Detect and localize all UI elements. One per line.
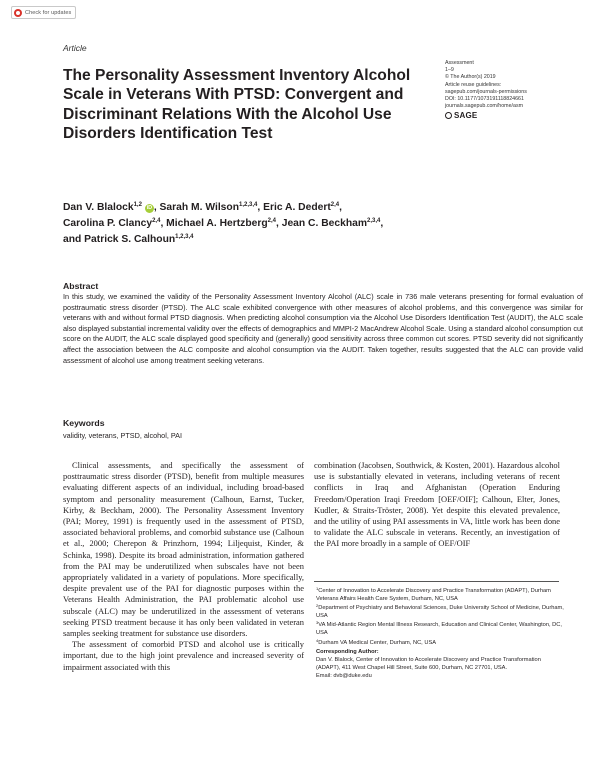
body-paragraph: The assessment of comorbid PTSD and alcohol use is critically important, due to the high joint prevalence and increased severity of impairment associated with this xyxy=(63,639,304,672)
author-name: Patrick S. Calhoun xyxy=(84,234,176,245)
body-column-right xyxy=(314,460,560,550)
sage-logo-icon xyxy=(445,112,452,119)
publisher-name: SAGE xyxy=(454,111,478,121)
author-affiliation: 1,2,3,4 xyxy=(238,202,258,208)
footnote-text: VA Mid-Atlantic Region Mental Illness Research, Education and Clinical Center, Washington, DC, USA xyxy=(316,622,562,637)
author-name: Eric A. Dedert xyxy=(263,202,331,213)
article-type-label: Article xyxy=(63,43,87,53)
article-title: The Personality Assessment Inventory Alcohol Scale in Veterans With PTSD: Convergent and Discriminant Relations With the Alcohol Use Disorders Identification Test xyxy=(63,67,411,143)
publisher-logo xyxy=(445,111,575,120)
check-for-updates-badge[interactable] xyxy=(11,6,76,19)
footnote-text: Center of Innovation to Accelerate Discovery and Practice Transformation (ADAPT), Durham Veterans Affairs Health Care System, Durham, NC, USA xyxy=(316,588,551,603)
author-name: Carolina P. Clancy xyxy=(63,218,153,229)
footnote xyxy=(316,587,566,603)
corresponding-author-heading: Corresponding Author: xyxy=(316,648,379,655)
author-affiliation: 2,4 xyxy=(152,218,161,224)
journal-meta xyxy=(445,60,575,120)
footnote xyxy=(316,621,566,637)
page-range: 1–9 xyxy=(445,67,454,74)
author-affiliation: 2,4 xyxy=(267,218,276,224)
footnote xyxy=(316,639,566,647)
footnote-text: Department of Psychiatry and Behavioral Sciences, Duke University School of Medicine, Durham, USA xyxy=(316,605,564,620)
footnote-text: Durham VA Medical Center, Durham, NC, USA xyxy=(318,639,437,646)
check-for-updates-label: Check for updates xyxy=(25,9,72,16)
author-list: Dan V. Blalock$^{1,2}$ iD , Sarah M. Wilson$^{1,2,3,4}$, Eric A. Dedert$^{2,4}$, Carolina P. Clancy$^{2,4}$, Michael A. Hertzberg$^{2,4}$, Jean C. Beckham$^{2,3,4}$, and Patrick S. Calhoun$^{1,2,3,4}$ xyxy=(63,202,384,245)
author-affiliation: 1,2 xyxy=(133,202,142,208)
footnote-number: 2 xyxy=(316,603,319,609)
author-name: Jean C. Beckham xyxy=(281,218,367,229)
author-name: Sarah M. Wilson xyxy=(159,202,239,213)
keywords-text: validity, veterans, PTSD, alcohol, PAI xyxy=(63,431,183,440)
body-column-left xyxy=(63,460,304,673)
footnote xyxy=(316,604,566,620)
abstract-text: In this study, we examined the validity of the Personality Assessment Inventory Alcohol (ALC) scale in 736 male veterans presenting for formal evaluation of posttraumatic stress disorder (PTSD). The ALC scale exhibited convergence with other measures of alcohol problems, and this convergence was similar for veterans with and without formal PTSD diagnosis. When predicting alcohol consumption via the Alcohol Use Disorders Identification Test (AUDIT), the ALC scale also displayed substantial incremental validity over the effects of demographics and MMPI-2 MacAndrew Alcohol Scale. Using a standard alcohol consumption cut score on the AUDIT, the ALC scale displayed good specificity and (generally) good sensitivity across three common cut scores. PTSD severity did not significantly affect the association between the ALC composite and alcohol consumption via the AUDIT. Taken together, results suggested that the ALC can provide valid assessment of alcohol use among treatment seeking veterans. xyxy=(63,292,583,365)
author-affiliation: 2,3,4 xyxy=(367,218,381,224)
body-paragraph: combination (Jacobsen, Southwick, & Kosten, 2001). Hazardous alcohol use is substantially elevated in veterans, including veterans of recent conflicts in Iraq and Afghanistan (Operation Enduring Freedom/Operation Iraqi Freedom [OEF/OIF]; Calhoun, Elter, Jones, Kudler, & Straits-Tröster, 2008). Yet despite this elevated prevalence, and the utility of using PAI assessments in VA, little work has been done to validate the ALC subscale in veterans. Recently, an investigation of the PAI more broadly in a sample of OEF/OIF xyxy=(314,460,560,549)
keywords-heading: Keywords xyxy=(63,418,105,428)
abstract-heading: Abstract xyxy=(63,281,99,291)
footnote-divider xyxy=(314,581,559,582)
reuse-guidelines-link[interactable]: sagepub.com/journals-permissions xyxy=(445,88,527,95)
reuse-guidelines-label: Article reuse guidelines: xyxy=(445,81,502,88)
journal-home-link[interactable]: journals.sagepub.com/home/asm xyxy=(445,103,524,110)
corresponding-author-email[interactable]: Email: dvb@duke.edu xyxy=(316,672,372,679)
author-affiliation: 2,4 xyxy=(330,202,340,208)
author-name: Dan V. Blalock xyxy=(63,202,134,213)
footnote-number: 4 xyxy=(316,637,319,643)
body-paragraph: Clinical assessments, and specifically the assessment of posttraumatic stress disorder (PTSD), benefit from multiple measures evaluating different aspects of an individual, including broad-based symptom and personality measurement (Calhoun, Earnst, Tucker, Kirby, & Beckham, 2000). The Personality Assessment Inventory (PAI; Morey, 1991) is frequently used in the assessment of PTSD, associated behavioral problems, and comorbid substance use (Calhoun et al., 2000; Cherepon & Prinzhorn, 1994; Liljequist, Kinder, & Schinka, 1998). Despite its broad administration, information gathered from the PAI may be underutilized when subscales have not been appropriately validated in a variety of populations. More specifically, despite prevalent use of the PAI for diagnostic purposes within the Veterans Health Administration, the PAI problematic alcohol use subscale (ALC) may be underutilized in the assessment of veterans seeking PTSD treatment because it has only been validated in veteran samples seeking treatment for substance use disorders. xyxy=(63,460,304,639)
copyright: © The Author(s) 2019 xyxy=(445,74,496,81)
affiliation-footnotes xyxy=(316,587,566,680)
doi-link[interactable]: DOI: 10.1177/1073191118824661 xyxy=(445,96,524,103)
update-check-icon xyxy=(14,9,22,17)
journal-name: Assessment xyxy=(445,60,474,66)
orcid-icon[interactable]: iD xyxy=(146,205,153,211)
author-name: Michael A. Hertzberg xyxy=(166,218,268,229)
footnote-number: 1 xyxy=(316,586,319,591)
corresponding-author-text: Dan V. Blalock, Center of Innovation to Accelerate Discovery and Practice Transformation (ADAPT), 411 West Chapel Hill Street, Suite 600, Durham, NC 27701, USA. xyxy=(316,656,541,671)
author-affiliation: 1,2,3,4 xyxy=(175,234,194,240)
footnote-number: 3 xyxy=(316,620,319,626)
